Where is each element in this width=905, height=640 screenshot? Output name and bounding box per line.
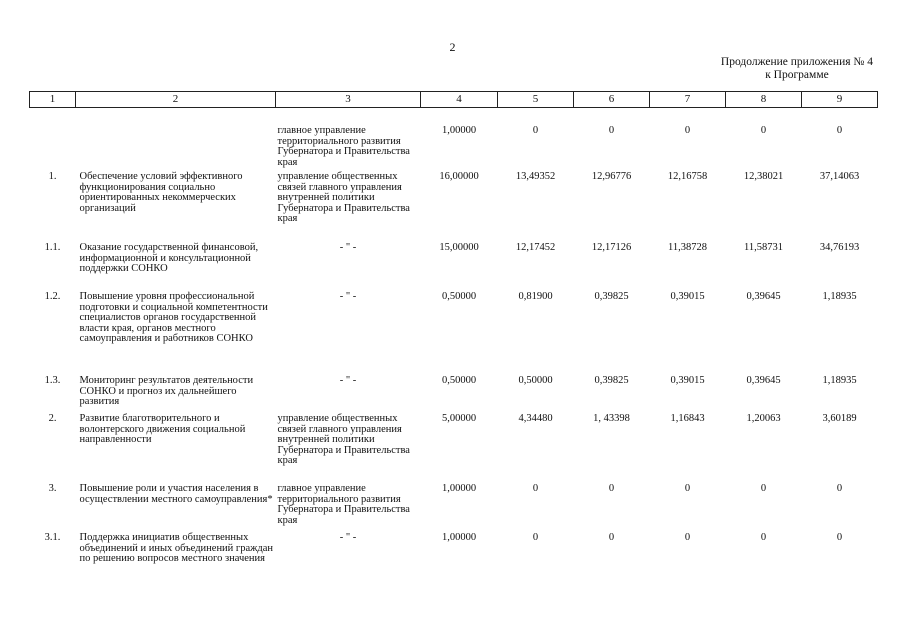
table-row (30, 376, 878, 414)
value-cell: 0,81900 (518, 291, 553, 302)
value-cell: 0 (608, 532, 615, 543)
row-name: Развитие благотворительного и волонтерского движения социальной направленности (79, 413, 246, 445)
row-executor: управление общественных связей главного управления внутренней политики Губернатора и Правительства края (277, 413, 410, 466)
value-cell: 3,60189 (822, 413, 857, 424)
row-number: 2. (48, 413, 57, 424)
value-cell: 0,39645 (746, 291, 781, 302)
value-cell: 12,17452 (515, 242, 556, 253)
table-row (30, 243, 878, 292)
value-cell: 34,76193 (819, 242, 860, 253)
appendix-caption (721, 56, 873, 82)
value-cell: 5,00000 (441, 413, 477, 424)
value-cell: 0,50000 (518, 375, 553, 386)
value-cell: 0 (684, 532, 691, 543)
value-cell: 37,14063 (819, 171, 860, 182)
row-number: 3. (48, 483, 57, 494)
column-header: 2 (76, 92, 276, 108)
column-header: 8 (726, 92, 802, 108)
row-executor: главное управление территориального развития Губернатора и Правительства края (277, 483, 410, 526)
value-cell: 0 (760, 483, 767, 494)
value-cell: 0,39825 (594, 375, 629, 386)
value-cell: 0 (532, 532, 539, 543)
table-row (30, 484, 878, 533)
value-cell: 12,16758 (667, 171, 708, 182)
row-executor-ditto: - " - (339, 242, 357, 253)
table-row (30, 414, 878, 484)
row-number: 1.3. (44, 375, 61, 386)
column-header: 7 (650, 92, 726, 108)
value-cell: 11,38728 (668, 242, 707, 253)
row-name: Поддержка инициатив общественных объединений и иных объединений граждан по решению вопросов местного значения (79, 532, 274, 564)
value-cell: 1,00000 (441, 125, 477, 136)
row-number: 1.1. (44, 242, 61, 253)
row-executor-ditto: - " - (339, 532, 357, 543)
value-cell: 0 (836, 532, 843, 543)
value-cell: 0 (684, 125, 691, 136)
value-cell: 4,34480 (518, 413, 553, 424)
table-row (30, 126, 878, 172)
value-cell: 0 (532, 125, 539, 136)
row-number: 1. (48, 171, 57, 182)
value-cell: 0,39825 (594, 291, 629, 302)
value-cell: 0 (684, 483, 691, 494)
value-cell: 0 (532, 483, 539, 494)
table-row (30, 533, 878, 593)
row-number: 1.2. (44, 291, 61, 302)
row-name: Повышение роли и участия населения в осуществлении местного самоуправления* (79, 483, 273, 505)
value-cell: 1, 43398 (593, 413, 630, 424)
row-executor-ditto: - " - (339, 375, 357, 386)
value-cell: 0,39645 (746, 375, 781, 386)
page-number: 2 (449, 40, 456, 54)
value-cell: 1,00000 (441, 532, 477, 543)
value-cell: 13,49352 (515, 171, 556, 182)
spacer-row (30, 108, 878, 127)
value-cell: 0,50000 (441, 291, 477, 302)
column-header: 1 (30, 92, 76, 108)
value-cell: 1,18935 (822, 291, 857, 302)
column-header: 6 (574, 92, 650, 108)
value-cell: 0 (608, 483, 615, 494)
value-cell: 1,00000 (441, 483, 477, 494)
value-cell: 0,50000 (441, 375, 477, 386)
appendix-line-1: Продолжение приложения № 4 (720, 56, 873, 68)
column-header: 4 (421, 92, 498, 108)
value-cell: 12,96776 (591, 171, 632, 182)
row-name: Обеспечение условий эффективного функционирования социально ориентированных некоммерческих организаций (79, 171, 243, 214)
value-cell: 0 (760, 532, 767, 543)
value-cell: 0 (836, 125, 843, 136)
value-cell: 1,20063 (746, 413, 781, 424)
table-row (30, 292, 878, 376)
value-cell: 1,16843 (670, 413, 705, 424)
row-number: 3.1. (44, 532, 61, 543)
value-cell: 1,18935 (822, 375, 857, 386)
row-name: Мониторинг результатов деятельности СОНКО и прогноз их дальнейшего развития (79, 375, 254, 407)
column-header: 3 (276, 92, 421, 108)
row-name: Оказание государственной финансовой, информационной и консультационной поддержки СОНКО (79, 242, 259, 274)
column-header: 5 (498, 92, 574, 108)
value-cell: 15,00000 (439, 242, 479, 253)
value-cell: 0 (760, 125, 767, 136)
value-cell: 12,17126 (591, 242, 632, 253)
column-header-row (30, 92, 878, 108)
table-row (30, 172, 878, 243)
value-cell: 0 (836, 483, 843, 494)
row-executor: главное управление территориального развития Губернатора и Правительства края (277, 125, 410, 168)
program-table (29, 91, 878, 593)
row-name: Повышение уровня профессиональной подготовки и социальной компетентности специалистов органов государственной власти края, органов местного самоуправления и работников СОНКО (79, 291, 268, 344)
value-cell: 0,39015 (670, 291, 705, 302)
row-number (30, 126, 76, 172)
row-name (76, 126, 276, 172)
column-header: 9 (802, 92, 878, 108)
value-cell: 11,58731 (744, 242, 783, 253)
value-cell: 16,00000 (439, 171, 479, 182)
row-executor: управление общественных связей главного управления внутренней политики Губернатора и Правительства края (277, 171, 410, 224)
appendix-line-2: к Программе (765, 69, 829, 81)
row-executor-ditto: - " - (339, 291, 357, 302)
value-cell: 0 (608, 125, 615, 136)
value-cell: 12,38021 (743, 171, 784, 182)
value-cell: 0,39015 (670, 375, 705, 386)
